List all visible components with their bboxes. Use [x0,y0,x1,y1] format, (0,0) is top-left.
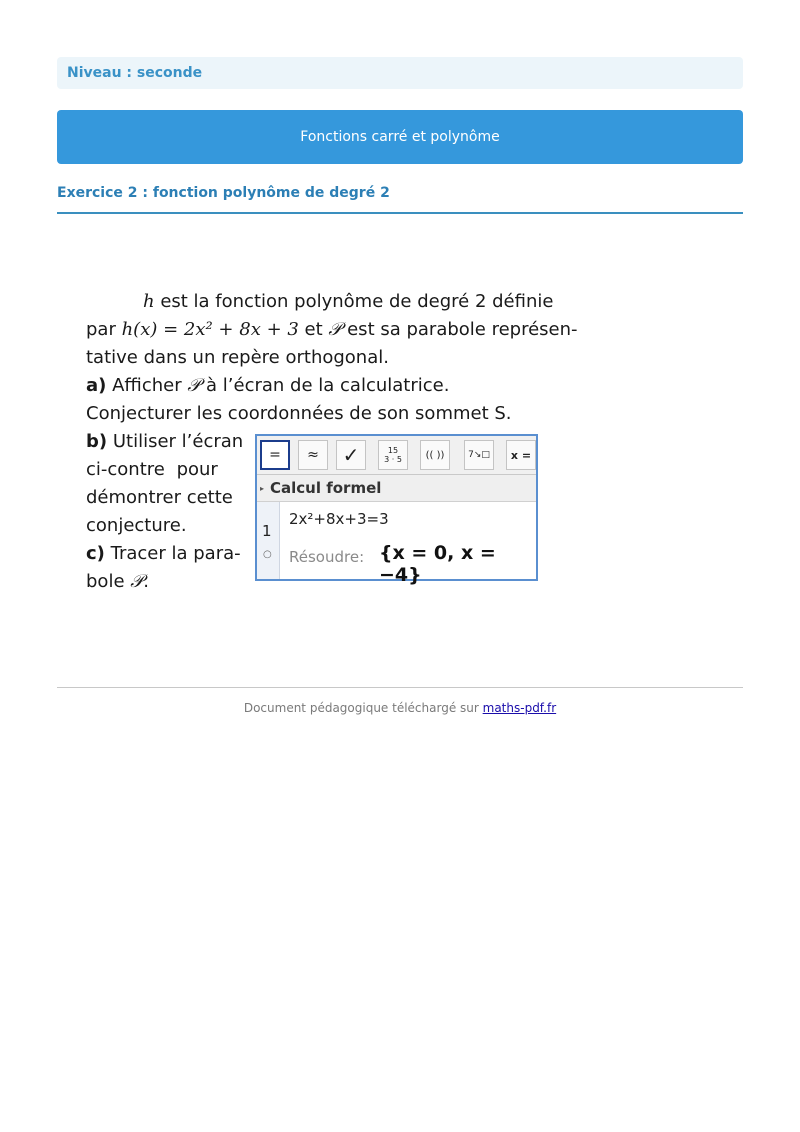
statement-text: bole [86,571,131,592]
footer-divider [57,687,743,688]
question-a-label: a) [86,375,107,396]
question-a [86,372,449,400]
factor-icon-bottom: 3 · 5 [384,455,402,464]
statement-text: Afficher [106,375,188,396]
chapter-title: Fonctions carré et polynôme [300,129,500,145]
question-b-line-2: ci-contre pour [86,459,218,480]
solve-button[interactable] [506,440,536,470]
row-marker-icon[interactable]: ○ [263,549,272,560]
chapter-title-banner [57,110,743,164]
factor-icon-top: 15 [387,446,399,455]
statement-text: est sa parabole représen- [341,319,578,340]
parabola-symbol: 𝒫 [187,375,201,396]
cas-output-label: Résoudre: [289,548,365,566]
keep-input-button[interactable] [336,440,366,470]
substitute-button[interactable] [464,440,494,470]
numeric-button[interactable] [298,440,328,470]
collapse-arrow-icon[interactable]: ▸ [260,483,265,493]
cas-row-gutter [257,502,280,579]
function-name: h [143,291,155,312]
parabola-symbol: 𝒫 [328,319,342,340]
row-number: 1 [262,522,272,540]
check-icon: ✓ [342,443,360,467]
evaluate-button[interactable] [260,440,290,470]
factor-button[interactable] [378,440,408,470]
footer [57,701,743,715]
substitute-icon: 7↘□ [468,450,490,460]
statement-text: Tracer la para- [104,543,241,564]
exercise-title-underline [57,212,743,214]
parabola-symbol: 𝒫 [130,571,144,592]
question-c [86,540,241,568]
statement-text: à l’écran de la calculatrice. [200,375,450,396]
exercise-title: Exercice 2 : fonction polynôme de degré 2 [57,185,390,201]
approx-icon: ≈ [307,447,319,463]
equals-icon: = [269,447,281,463]
cas-calculator-screen [255,434,538,586]
cas-panel-header [257,475,536,502]
statement-text: . [143,571,149,592]
question-c-label: c) [86,543,105,564]
cas-panel-title: Calcul formel [270,479,382,497]
question-b [86,428,243,456]
solve-icon: x = [510,448,532,462]
statement-line-3: tative dans un repère orthogonal. [86,347,389,368]
cas-input[interactable]: 2x²+8x+3=3 [289,510,389,528]
level-label: Niveau : seconde [67,65,203,81]
footer-text: Document pédagogique téléchargé sur [243,701,483,715]
expand-button[interactable] [420,440,450,470]
cas-toolbar [257,436,536,475]
statement-line-2 [86,316,578,344]
function-formula: h(x) = 2x² + 8x + 3 [121,319,299,340]
question-b-label: b) [86,431,108,452]
statement-line-1 [143,288,553,316]
level-banner [57,57,743,89]
footer-link[interactable]: maths-pdf.fr [482,701,557,715]
statement-text: par [86,319,122,340]
parentheses-icon: (( )) [425,449,445,461]
factor-icon [384,446,402,464]
statement-text: est la fonction polynôme de degré 2 définie [154,291,554,312]
cas-output-value: {x = 0, x = −4} [379,542,496,586]
question-c-line-2 [86,568,149,596]
question-b-line-3: démontrer cette [86,487,233,508]
statement-text: et [298,319,329,340]
statement-text: Utiliser l’écran [107,431,244,452]
question-a-line-2: Conjecturer les coordonnées de son sommet S. [86,403,512,424]
question-b-line-4: conjecture. [86,515,187,536]
